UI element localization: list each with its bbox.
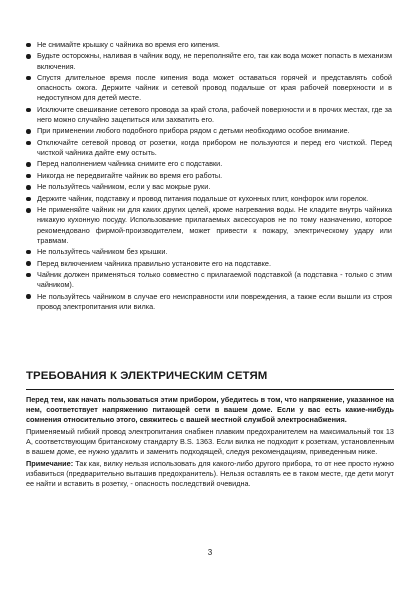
bullet-text: Спустя длительное время после кипения вода может оставаться горячей и представлять собой опасность ожога. Держите чайник и сетевой провод подальше от края рабочей поверхности и в недоступном для детей месте. [37,73,392,103]
bullet-item [26,126,392,136]
bullet-text: Исключите свешивание сетевого провода за край стола, рабочей поверхности и в прочих местах, где за него можно случайно зацепиться или захватить его. [37,104,392,124]
bullet-dot-icon [26,294,31,299]
bullet-dot-icon [26,208,31,213]
bullet-dot-icon [26,185,31,190]
bullet-text: При применении любого подобного прибора рядом с детьми необходимо особое внимание. [37,126,350,136]
bullet-item [26,138,392,158]
bullet-text: Перед включением чайника правильно установите его на подставке. [37,258,271,268]
bullet-dot-icon [26,250,31,255]
bullet-text: Не пользуйтесь чайником, если у вас мокрые руки. [37,182,211,192]
section-heading: ТРЕБОВАНИЯ К ЭЛЕКТРИЧЕСКИМ СЕТЯМ [26,370,268,382]
bullet-item [26,40,392,50]
bullet-dot-icon [26,197,31,202]
bullet-item [26,171,392,181]
safety-bullet-list [26,40,392,313]
bullet-text: Не снимайте крышку с чайника во время его кипения. [37,40,220,49]
bullet-text: Не пользуйтесь чайником в случае его неисправности или повреждения, а также если вышли из строя провод электропитания или вилка. [37,291,392,311]
bullet-item [26,259,392,269]
note-text: Так как, вилку нельзя использовать для какого-либо другого прибора, то от нее просто нужно избавиться (предварительно выташив предохранитель). Нельзя оставлять ее в таком месте, где дети могут ее найти и вставить в розетку, - опасность последствий очевидна. [26,458,394,488]
bullet-dot-icon [26,54,31,59]
bullet-item [26,270,392,290]
bullet-item [26,205,392,245]
bullet-text: Никогда не передвигайте чайник во время его работы. [37,170,223,180]
bullet-item [26,73,392,103]
bullet-text: Держите чайник, подставку и провод питания подальше от кухонных плит, конфорок или горелок. [37,193,369,203]
bullet-item [26,105,392,125]
bullet-dot-icon [26,43,31,48]
bullet-item [26,247,392,257]
bullet-text: Будьте осторожны, наливая в чайник воду, не переполняйте его, так как вода может попасть в механизм включения. [37,51,392,71]
note-paragraph [26,459,394,489]
bullet-item [26,194,392,204]
bullet-dot-icon [26,162,31,167]
bullet-text: Перед наполнением чайника снимите его с подставки. [37,159,223,169]
bullet-text: Чайник должен применяться только совместно с прилагаемой подставкой (а подставка - только с этим чайником). [37,270,392,290]
bullet-dot-icon [26,141,31,146]
bullet-dot-icon [26,174,31,179]
voltage-warning-paragraph: Перед тем, как начать пользоваться этим прибором, убедитесь в том, что напряжение, указанное на нем, соответствует напряжению питающей сети в вашем доме. Если у вас есть какие-нибудь сомнения относительно этого, свяжитесь с вашей местной службой электроснабжения. [26,395,394,425]
bullet-dot-icon [26,261,31,266]
bullet-dot-icon [26,76,31,81]
bullet-item [26,292,392,312]
bullet-text: Не применяйте чайник ни для каких других целей, кроме нагревания воды. Не кладите внутрь чайника никакую кухонную посуду. Использование прилагаемых аксессуаров не по тому назначению, которое рекомендовано фирмой-производителем, может привести к пожару, электрическому удару или травмам. [37,205,392,245]
bullet-dot-icon [26,273,31,278]
fuse-paragraph: Применяемый гибкий провод электропитания снабжен плавким предохранителем на максимальный ток 13 А, соответствующим британскому стандарту B.S. 1363. Если вилка не подходит к розеткам, установленным в вашем доме, ее нужно удалить и заменить подходящей, следуя рекомендациям, приведенным ниже. [26,426,394,457]
heading-underline [26,389,394,390]
bullet-dot-icon [26,108,31,113]
electrical-requirements-text [26,395,394,491]
bullet-item [26,182,392,192]
page-number: 3 [207,548,213,557]
bullet-item [26,159,392,169]
note-label: Примечание: [26,458,74,468]
bullet-item [26,51,392,71]
bullet-text: Не пользуйтесь чайником без крышки. [37,247,168,257]
bullet-text: Отключайте сетевой провод от розетки, когда прибором не пользуются и перед его чисткой. Перед чисткой чайника дайте ему остыть. [37,137,392,157]
bullet-dot-icon [26,129,31,134]
